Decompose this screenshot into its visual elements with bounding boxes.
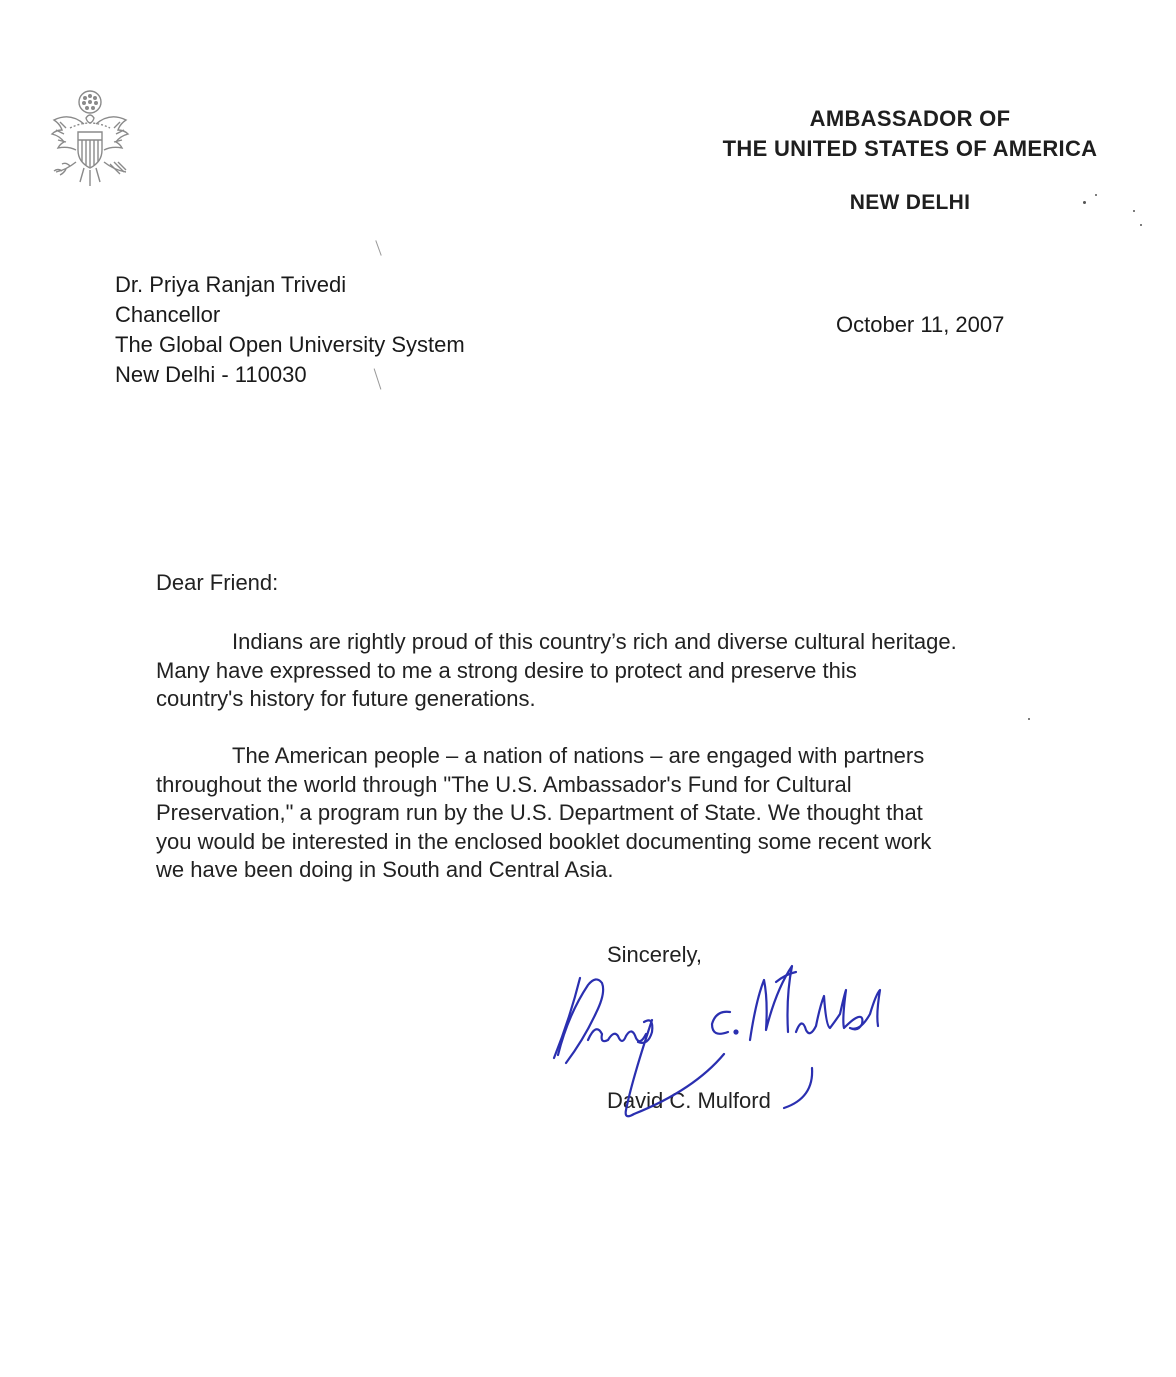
recipient-title: Chancellor: [115, 302, 221, 327]
valediction: Sincerely,: [607, 942, 702, 967]
scan-speck: [1028, 718, 1030, 720]
body-paragraph: [156, 742, 1076, 885]
scan-speck: [1083, 201, 1086, 204]
scan-speck: [1140, 224, 1142, 226]
letterhead-city: NEW DELHI: [849, 191, 971, 214]
body-line: throughout the world through "The U.S. Ambassador's Fund for Cultural: [156, 771, 852, 797]
recipient-organization: The Global Open University System: [115, 332, 465, 357]
letterhead-title-line1: AMBASSADOR OF: [809, 106, 1011, 131]
letter-date: October 11, 2007: [836, 312, 1005, 337]
body-paragraph: [156, 628, 1076, 714]
scan-speck: [1095, 194, 1097, 196]
recipient-city: New Delhi - 110030: [115, 362, 307, 387]
body-line: country's history for future generations.: [156, 686, 536, 711]
handwritten-signature: [540, 960, 920, 1120]
letterhead-title-line2: THE UNITED STATES OF AMERICA: [722, 136, 1098, 161]
letterhead: [640, 104, 1176, 218]
body-line: Many have expressed to me a strong desire to protect and preserve this: [156, 657, 857, 683]
body-line: Indians are rightly proud of this country’s rich and diverse cultural heritage.: [232, 629, 957, 654]
recipient-address: [115, 270, 465, 390]
scan-speck: [1133, 210, 1135, 212]
body-line: you would be interested in the enclosed booklet documenting some recent work: [156, 828, 932, 854]
scan-mark: [375, 240, 381, 255]
body-line: Preservation," a program run by the U.S. Department of State. We thought that: [156, 800, 923, 825]
body-line: we have been doing in South and Central Asia.: [156, 857, 614, 882]
signer-name: David C. Mulford: [607, 1088, 771, 1113]
body-line: The American people – a nation of nations – are engaged with partners: [232, 743, 925, 768]
great-seal-icon: [40, 88, 140, 198]
recipient-name: Dr. Priya Ranjan Trivedi: [115, 272, 347, 297]
salutation: Dear Friend:: [156, 570, 279, 595]
